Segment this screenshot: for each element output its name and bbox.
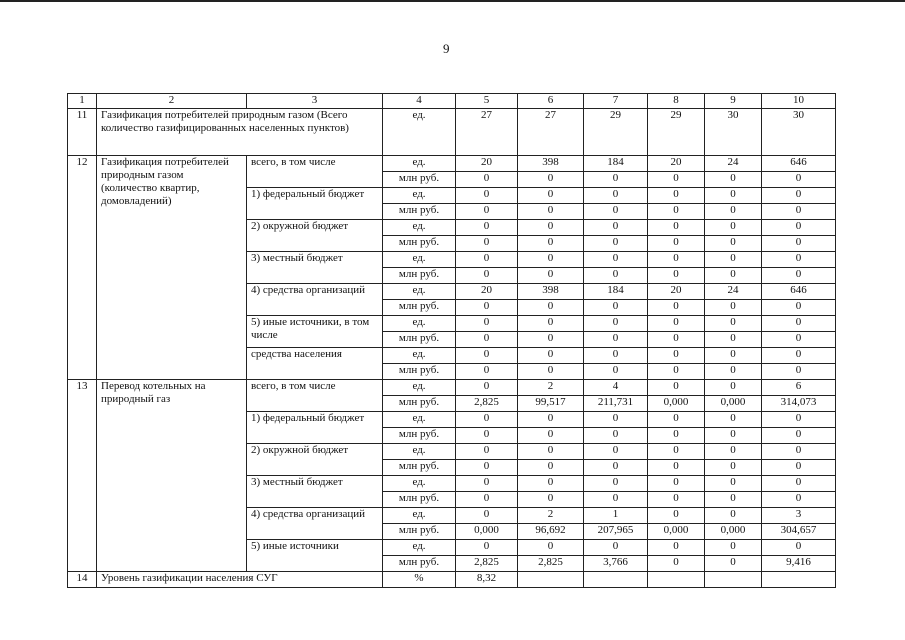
unit-cell: ед.: [383, 508, 456, 524]
unit-cell: ед.: [383, 444, 456, 460]
table-row: [68, 572, 836, 588]
value-cell: 0: [705, 172, 762, 188]
header-cell: 9: [705, 94, 762, 109]
value-cell: 27: [518, 109, 584, 156]
value-cell: 0: [518, 348, 584, 364]
value-cell: 0: [456, 508, 518, 524]
value-cell: 0: [518, 188, 584, 204]
value-cell: 0: [456, 364, 518, 380]
unit-cell: ед.: [383, 188, 456, 204]
value-cell: 0: [648, 476, 705, 492]
unit-cell: млн руб.: [383, 204, 456, 220]
value-cell: 0: [705, 460, 762, 476]
value-cell: 0: [648, 508, 705, 524]
unit-cell: млн руб.: [383, 268, 456, 284]
value-cell: 207,965: [584, 524, 648, 540]
value-cell: 0: [762, 332, 836, 348]
unit-cell: млн руб.: [383, 556, 456, 572]
value-cell: 2,825: [518, 556, 584, 572]
top-rule: [0, 0, 905, 2]
value-cell: 0: [518, 444, 584, 460]
value-cell: 0: [456, 236, 518, 252]
category-label: 4) средства организаций: [247, 284, 383, 316]
value-cell: 0: [456, 332, 518, 348]
value-cell: 20: [648, 156, 705, 172]
value-cell: 0: [648, 412, 705, 428]
value-cell: [584, 572, 648, 588]
value-cell: 2,825: [456, 556, 518, 572]
data-table: [67, 93, 836, 588]
value-cell: 0: [705, 268, 762, 284]
category-label: всего, в том числе: [247, 380, 383, 412]
value-cell: 0: [705, 252, 762, 268]
unit-cell: млн руб.: [383, 300, 456, 316]
value-cell: 0: [584, 348, 648, 364]
value-cell: 0: [518, 252, 584, 268]
value-cell: 0: [456, 220, 518, 236]
header-cell: 8: [648, 94, 705, 109]
value-cell: 0: [648, 364, 705, 380]
unit-cell: ед.: [383, 540, 456, 556]
value-cell: 0: [584, 332, 648, 348]
value-cell: 0: [584, 492, 648, 508]
value-cell: 0,000: [705, 524, 762, 540]
value-cell: 0,000: [648, 524, 705, 540]
value-cell: 0: [705, 444, 762, 460]
unit-cell: ед.: [383, 156, 456, 172]
table-row: [68, 109, 836, 156]
unit-cell: ед.: [383, 252, 456, 268]
value-cell: 0: [456, 348, 518, 364]
unit-cell: млн руб.: [383, 428, 456, 444]
value-cell: 0: [518, 428, 584, 444]
value-cell: 0: [518, 220, 584, 236]
unit-cell: ед.: [383, 476, 456, 492]
unit-cell: млн руб.: [383, 396, 456, 412]
unit-cell: ед.: [383, 220, 456, 236]
value-cell: 0: [456, 492, 518, 508]
value-cell: 24: [705, 284, 762, 300]
value-cell: 0: [762, 316, 836, 332]
value-cell: 6: [762, 380, 836, 396]
value-cell: 0: [648, 236, 705, 252]
value-cell: 3,766: [584, 556, 648, 572]
header-row: [68, 94, 836, 109]
value-cell: 0: [762, 540, 836, 556]
value-cell: 304,657: [762, 524, 836, 540]
header-cell: 6: [518, 94, 584, 109]
value-cell: 0: [648, 492, 705, 508]
table-row: [68, 156, 836, 172]
value-cell: 0: [518, 412, 584, 428]
value-cell: 0: [762, 220, 836, 236]
value-cell: 0: [456, 428, 518, 444]
row-title: Газификация потребителей природным газом (количество квартир, домовладений): [97, 156, 247, 380]
row-number: 13: [68, 380, 97, 572]
value-cell: 96,692: [518, 524, 584, 540]
value-cell: 29: [584, 109, 648, 156]
value-cell: 0: [518, 316, 584, 332]
value-cell: 9,416: [762, 556, 836, 572]
unit-cell: ед.: [383, 412, 456, 428]
value-cell: 0: [648, 556, 705, 572]
value-cell: 0: [648, 220, 705, 236]
value-cell: 211,731: [584, 396, 648, 412]
value-cell: 0: [762, 172, 836, 188]
unit-cell: ед.: [383, 109, 456, 156]
value-cell: 0: [584, 364, 648, 380]
value-cell: 0: [705, 556, 762, 572]
row-number: 14: [68, 572, 97, 588]
value-cell: 184: [584, 284, 648, 300]
value-cell: 0: [518, 204, 584, 220]
value-cell: 0: [518, 332, 584, 348]
value-cell: 0: [518, 460, 584, 476]
value-cell: 0: [705, 332, 762, 348]
row-title: Перевод котельных на природный газ: [97, 380, 247, 572]
value-cell: 0: [705, 300, 762, 316]
value-cell: 0: [762, 492, 836, 508]
value-cell: [762, 572, 836, 588]
unit-cell: %: [383, 572, 456, 588]
value-cell: 0: [705, 428, 762, 444]
category-label: 2) окружной бюджет: [247, 444, 383, 476]
value-cell: 646: [762, 156, 836, 172]
header-cell: 1: [68, 94, 97, 109]
value-cell: 0: [762, 268, 836, 284]
value-cell: 0: [762, 348, 836, 364]
value-cell: 398: [518, 156, 584, 172]
row-title: Газификация потребителей природным газом (Всего количество газифицированных населенных пунктов): [97, 109, 383, 156]
value-cell: 99,517: [518, 396, 584, 412]
value-cell: 0: [762, 364, 836, 380]
value-cell: 8,32: [456, 572, 518, 588]
value-cell: 0: [518, 476, 584, 492]
value-cell: 0: [705, 364, 762, 380]
value-cell: 0: [762, 460, 836, 476]
value-cell: 0: [705, 380, 762, 396]
value-cell: 0: [456, 252, 518, 268]
value-cell: 0: [584, 300, 648, 316]
value-cell: 0: [762, 300, 836, 316]
value-cell: 0: [584, 412, 648, 428]
value-cell: 0: [518, 492, 584, 508]
value-cell: 0: [648, 540, 705, 556]
value-cell: 0: [648, 444, 705, 460]
value-cell: 0: [456, 188, 518, 204]
category-label: 1) федеральный бюджет: [247, 188, 383, 220]
value-cell: 0: [705, 492, 762, 508]
category-label: 5) иные источники, в том числе: [247, 316, 383, 348]
value-cell: 20: [456, 156, 518, 172]
value-cell: 0: [584, 236, 648, 252]
value-cell: 0: [705, 348, 762, 364]
value-cell: 0: [518, 172, 584, 188]
unit-cell: млн руб.: [383, 364, 456, 380]
value-cell: [648, 572, 705, 588]
row-number: 12: [68, 156, 97, 380]
value-cell: 0: [456, 172, 518, 188]
value-cell: 0: [584, 268, 648, 284]
value-cell: 2: [518, 508, 584, 524]
value-cell: 24: [705, 156, 762, 172]
value-cell: 0: [518, 364, 584, 380]
category-label: 5) иные источники: [247, 540, 383, 572]
value-cell: 0: [456, 316, 518, 332]
category-label: 3) местный бюджет: [247, 252, 383, 284]
value-cell: 0: [705, 540, 762, 556]
header-cell: 5: [456, 94, 518, 109]
value-cell: 0: [705, 476, 762, 492]
value-cell: 0,000: [648, 396, 705, 412]
value-cell: 0: [762, 236, 836, 252]
row-title: Уровень газификации населения СУГ: [97, 572, 383, 588]
row-number: 11: [68, 109, 97, 156]
value-cell: 0: [456, 380, 518, 396]
value-cell: 0: [648, 188, 705, 204]
page-number: 9: [443, 41, 450, 56]
value-cell: 0: [584, 316, 648, 332]
value-cell: 0: [456, 444, 518, 460]
value-cell: 20: [648, 284, 705, 300]
value-cell: 3: [762, 508, 836, 524]
unit-cell: млн руб.: [383, 236, 456, 252]
value-cell: 0: [584, 204, 648, 220]
header-cell: 4: [383, 94, 456, 109]
category-label: 4) средства организаций: [247, 508, 383, 540]
value-cell: 0: [705, 188, 762, 204]
unit-cell: ед.: [383, 348, 456, 364]
value-cell: 0: [705, 204, 762, 220]
unit-cell: ед.: [383, 380, 456, 396]
value-cell: 0: [584, 172, 648, 188]
category-label: 1) федеральный бюджет: [247, 412, 383, 444]
value-cell: 0: [584, 476, 648, 492]
header-cell: 3: [247, 94, 383, 109]
value-cell: [518, 572, 584, 588]
category-label: всего, в том числе: [247, 156, 383, 188]
value-cell: 20: [456, 284, 518, 300]
value-cell: 4: [584, 380, 648, 396]
value-cell: 0: [648, 460, 705, 476]
value-cell: 0: [456, 476, 518, 492]
value-cell: 0,000: [456, 524, 518, 540]
unit-cell: млн руб.: [383, 492, 456, 508]
header-cell: 10: [762, 94, 836, 109]
value-cell: 646: [762, 284, 836, 300]
value-cell: 0: [456, 412, 518, 428]
value-cell: 0: [456, 300, 518, 316]
value-cell: 0: [648, 300, 705, 316]
unit-cell: ед.: [383, 316, 456, 332]
value-cell: 0: [648, 316, 705, 332]
value-cell: 0: [762, 188, 836, 204]
category-label: 3) местный бюджет: [247, 476, 383, 508]
value-cell: 0: [456, 204, 518, 220]
value-cell: 0: [584, 428, 648, 444]
value-cell: 314,073: [762, 396, 836, 412]
value-cell: 27: [456, 109, 518, 156]
value-cell: 0: [456, 268, 518, 284]
unit-cell: млн руб.: [383, 172, 456, 188]
header-cell: 7: [584, 94, 648, 109]
value-cell: 0: [705, 412, 762, 428]
unit-cell: млн руб.: [383, 460, 456, 476]
value-cell: 0: [584, 460, 648, 476]
value-cell: 29: [648, 109, 705, 156]
value-cell: 0: [648, 252, 705, 268]
unit-cell: млн руб.: [383, 524, 456, 540]
value-cell: 0: [648, 268, 705, 284]
value-cell: 0: [456, 460, 518, 476]
value-cell: 0: [584, 188, 648, 204]
value-cell: 0: [518, 268, 584, 284]
value-cell: 0: [762, 252, 836, 268]
value-cell: 2: [518, 380, 584, 396]
unit-cell: млн руб.: [383, 332, 456, 348]
value-cell: 0: [518, 236, 584, 252]
value-cell: 0: [584, 540, 648, 556]
value-cell: 0: [762, 204, 836, 220]
value-cell: 0: [648, 172, 705, 188]
category-label: 2) окружной бюджет: [247, 220, 383, 252]
category-label: средства населения: [247, 348, 383, 380]
value-cell: 0: [762, 444, 836, 460]
value-cell: [705, 572, 762, 588]
value-cell: 0: [762, 476, 836, 492]
unit-cell: ед.: [383, 284, 456, 300]
value-cell: 30: [762, 109, 836, 156]
value-cell: 0: [648, 380, 705, 396]
value-cell: 0: [648, 428, 705, 444]
value-cell: 0: [648, 348, 705, 364]
value-cell: 184: [584, 156, 648, 172]
value-cell: 0: [584, 220, 648, 236]
header-cell: 2: [97, 94, 247, 109]
value-cell: 0: [584, 444, 648, 460]
value-cell: 398: [518, 284, 584, 300]
value-cell: 0: [705, 220, 762, 236]
value-cell: 0: [584, 252, 648, 268]
value-cell: 0: [648, 204, 705, 220]
value-cell: 0: [762, 412, 836, 428]
value-cell: 0: [762, 428, 836, 444]
value-cell: 2,825: [456, 396, 518, 412]
table-row: [68, 380, 836, 396]
value-cell: 30: [705, 109, 762, 156]
value-cell: 0: [648, 332, 705, 348]
value-cell: 0: [705, 316, 762, 332]
value-cell: 0: [518, 540, 584, 556]
value-cell: 0,000: [705, 396, 762, 412]
value-cell: 0: [456, 540, 518, 556]
value-cell: 0: [705, 236, 762, 252]
value-cell: 0: [518, 300, 584, 316]
value-cell: 0: [705, 508, 762, 524]
value-cell: 1: [584, 508, 648, 524]
